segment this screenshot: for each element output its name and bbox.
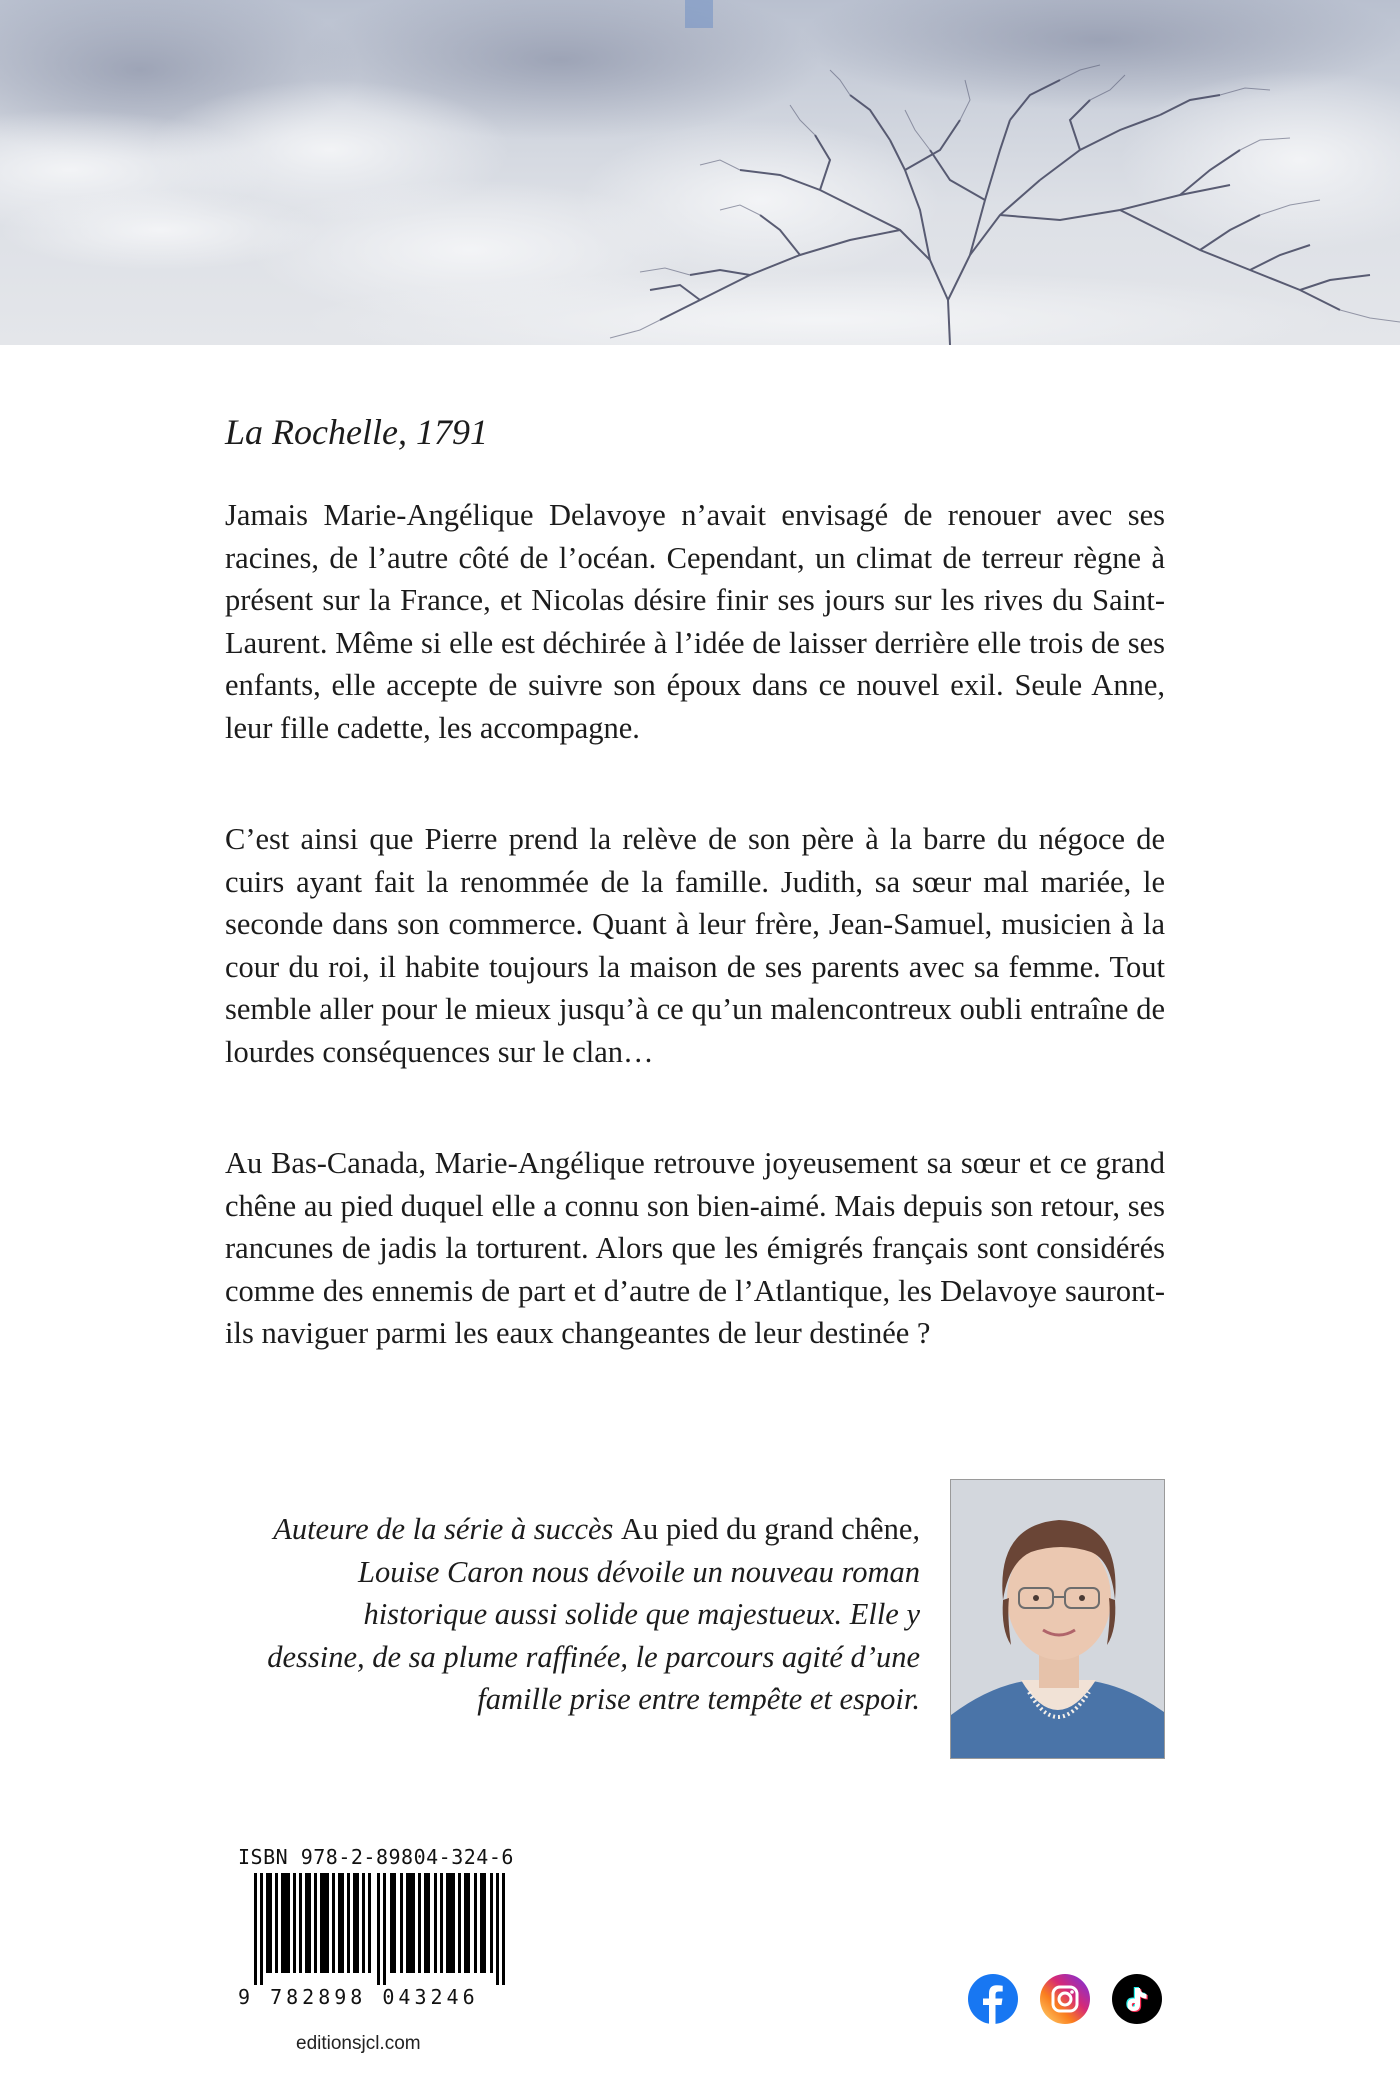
publisher-website[interactable]: editionsjcl.com [296,2033,421,2054]
synopsis-paragraph: Jamais Marie-Angélique Delavoye n’avait envisagé de renouer avec ses racines, de l’autre côté de l’océan. Cependant, un climat de terreur règne à présent sur la France, et Nicolas désire finir ses jours sur les rives du Saint-Laurent. Même si elle est déchirée à l’idée de laisser derrière elle trois de ses enfants, elle accepte de suivre son époux dans ce nouvel exil. Seule Anne, leur fille cadette, les accompagne. [225,498,1165,745]
tiktok-icon[interactable] [1112,1974,1162,2024]
author-photo [950,1479,1165,1759]
facebook-icon[interactable] [968,1974,1018,2024]
barcode-bars [250,1873,520,1985]
isbn-barcode [238,1845,528,2050]
author-blurb-intro: Auteure de la série à succès [273,1512,622,1546]
synopsis-paragraph: Au Bas-Canada, Marie-Angélique retrouve joyeusement sa sœur et ce grand chêne au pied duquel elle a connu son bien-aimé. Mais depuis son retour, ses rancunes de jadis la torturent. Alors que les émigrés français sont considérés comme des ennemis de part et d’autre de l’Atlantique, les Delavoye sauront-ils naviguer parmi les eaux changeantes de leur destinée ? [225,1146,1165,1351]
author-blurb-body: , Louise Caron nous dévoile un nouveau roman historique aussi solide que majestueux. Elle y dessine, de sa plume raffinée, le parcours agité d’une famille prise entre tempête et espoir. [267,1512,920,1717]
instagram-icon[interactable] [1040,1974,1090,2024]
isbn-label: ISBN 978-2-89804-324-6 [238,1845,514,1869]
barcode-digits: 9 782898 043246 [238,1985,479,2009]
place-date-heading: La Rochelle, 1791 [225,412,488,452]
sky-tree-illustration [0,0,1400,345]
series-title: Au pied du grand chêne [621,1512,913,1546]
synopsis-paragraph: C’est ainsi que Pierre prend la relève de son père à la barre du négoce de cuirs ayant fait la renommée de la famille. Judith, sa sœur mal mariée, le seconde dans son commerce. Quant à leur frère, Jean-Samuel, musicien à la cour du roi, il habite toujours la maison de ses parents avec sa femme. Tout semble aller pour le mieux jusqu’à ce qu’un malencontreux oubli entraîne de lourdes conséquences sur le clan… [225,822,1165,1069]
author-blurb [260,1508,920,1721]
